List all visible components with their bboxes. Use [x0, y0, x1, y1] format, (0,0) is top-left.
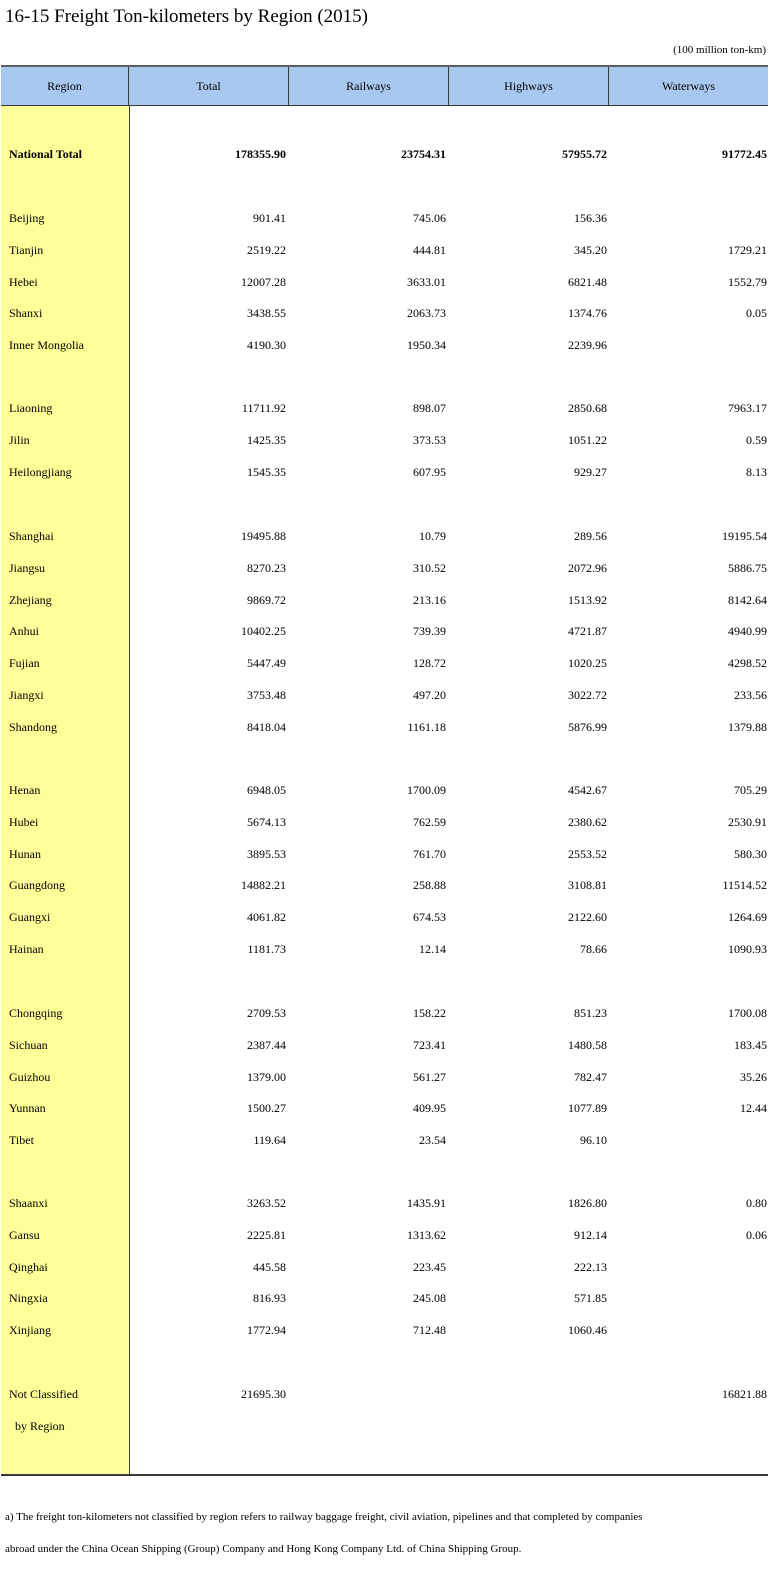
table-row — [1, 335, 768, 355]
cell-railways: 258.88 — [413, 878, 446, 893]
national-total-row — [1, 144, 768, 164]
cell-total: 9869.72 — [247, 592, 286, 607]
cell-total: 2225.81 — [247, 1227, 286, 1242]
cell-region: Xinjiang — [9, 1323, 51, 1338]
cell-waterways: 1090.93 — [728, 942, 767, 956]
cell-railways: 444.81 — [413, 242, 446, 257]
cell-waterways: 11514.52 — [722, 878, 767, 893]
table-row — [1, 1193, 768, 1213]
table-row — [1, 303, 768, 323]
cell-railways: 223.45 — [413, 1259, 446, 1274]
cell-total: 8270.23 — [247, 560, 286, 575]
cell-railways: 10.79 — [419, 529, 446, 543]
cell-highways: 1060.46 — [568, 1323, 607, 1338]
cell-railways: 310.52 — [413, 560, 446, 575]
table-row — [1, 1067, 768, 1087]
cell-waterways: 1700.08 — [728, 1006, 767, 1020]
header-waterways: Waterways — [661, 79, 715, 93]
cell-region: Anhui — [9, 624, 39, 639]
cell-highways: 3022.72 — [568, 688, 607, 702]
cell-railways: 739.39 — [413, 624, 446, 639]
cell-waterways: 0.80 — [746, 1196, 767, 1210]
cell-highways: 289.56 — [574, 529, 607, 543]
cell-total: 8418.04 — [247, 719, 286, 734]
cell-railways: 723.41 — [413, 1037, 446, 1052]
cell-total: 3438.55 — [247, 306, 286, 321]
cell-region: Gansu — [9, 1227, 40, 1242]
cell-railways: 128.72 — [413, 656, 446, 671]
cell-region: Hebei — [9, 274, 38, 289]
footnote-line-2: abroad under the China Ocean Shipping (Group) Company and Hong Kong Company Ltd. of China Shipping Group. — [5, 1543, 522, 1555]
cell-highways: 571.85 — [574, 1291, 607, 1306]
cell-waterways: 8.13 — [746, 464, 767, 479]
table-row — [1, 462, 768, 482]
cell-waterways: 183.45 — [734, 1037, 767, 1052]
table-row — [1, 717, 768, 737]
table-row — [1, 621, 768, 641]
table-row — [1, 398, 768, 418]
cell-region: Shanghai — [9, 529, 54, 543]
cell-highways: 2239.96 — [568, 338, 607, 353]
table-row — [1, 1320, 768, 1340]
cell-total: 1545.35 — [247, 464, 286, 479]
cell-highways: 5876.99 — [568, 719, 607, 734]
cell-region: Guangdong — [9, 878, 65, 893]
cell-railways: 245.08 — [413, 1291, 446, 1306]
cell-highways: 2850.68 — [568, 401, 607, 415]
cell-railways: 1313.62 — [407, 1227, 446, 1242]
cell-highways: 782.47 — [574, 1069, 607, 1084]
cell-railways: 23754.31 — [401, 147, 446, 161]
table-row — [1, 1130, 768, 1150]
cell-region: Ningxia — [9, 1291, 48, 1306]
cell-waterways: 5886.75 — [728, 560, 767, 575]
cell-railways: 1435.91 — [407, 1196, 446, 1210]
cell-highways: 3108.81 — [568, 878, 607, 893]
cell-waterways: 0.59 — [746, 432, 767, 447]
cell-railways: 409.95 — [413, 1101, 446, 1116]
cell-region: Beijing — [9, 211, 45, 225]
cell-region: Tianjin — [9, 242, 44, 257]
cell-highways: 4721.87 — [568, 624, 607, 639]
header-total: Total — [129, 67, 289, 105]
cell-region: Sichuan — [9, 1037, 48, 1052]
cell-railways: 712.48 — [413, 1323, 446, 1338]
cell-railways: 158.22 — [413, 1006, 446, 1020]
cell-highways: 57955.72 — [562, 147, 607, 161]
cell-highways: 78.66 — [580, 942, 607, 956]
cell-total: 5674.13 — [247, 814, 286, 829]
unit-label: (100 million ton-km) — [673, 44, 766, 56]
cell-total: 2709.53 — [247, 1006, 286, 1020]
table-row — [1, 1035, 768, 1055]
table-row — [1, 780, 768, 800]
cell-total: 3263.52 — [247, 1196, 286, 1210]
cell-highways: 2122.60 — [568, 910, 607, 925]
cell-highways: 156.36 — [574, 211, 607, 225]
not-classified-row-continued — [1, 1416, 768, 1436]
cell-railways: 2063.73 — [407, 306, 446, 321]
table-row — [1, 1288, 768, 1308]
cell-railways: 373.53 — [413, 432, 446, 447]
cell-total: 4061.82 — [247, 910, 286, 925]
not-classified-row — [1, 1384, 768, 1404]
table-header — [1, 67, 768, 106]
cell-region: Inner Mongolia — [9, 338, 84, 353]
cell-region: Yunnan — [9, 1101, 46, 1116]
cell-region: Zhejiang — [9, 592, 52, 607]
cell-waterways: 1552.79 — [728, 274, 767, 289]
cell-railways: 607.95 — [413, 464, 446, 479]
cell-region: Hunan — [9, 846, 41, 861]
cell-highways: 1077.89 — [568, 1101, 607, 1116]
table-row — [1, 1098, 768, 1118]
table-row — [1, 875, 768, 895]
cell-railways: 23.54 — [419, 1133, 446, 1148]
cell-waterways: 16821.88 — [722, 1387, 767, 1401]
cell-railways: 762.59 — [413, 814, 446, 829]
cell-total: 2519.22 — [247, 242, 286, 257]
cell-waterways: 91772.45 — [722, 147, 767, 161]
header-railways: Railways — [289, 67, 449, 105]
cell-highways: 1826.80 — [568, 1196, 607, 1210]
cell-waterways: 1729.21 — [728, 242, 767, 257]
cell-region: Not Classified — [9, 1387, 78, 1401]
cell-waterways: 0.05 — [746, 306, 767, 321]
cell-total: 178355.90 — [235, 147, 286, 161]
cell-region: Hubei — [9, 814, 39, 829]
cell-waterways: 8142.64 — [728, 592, 767, 607]
freight-table — [1, 65, 768, 1476]
table-row — [1, 939, 768, 959]
cell-railways: 497.20 — [413, 688, 446, 702]
cell-total: 1425.35 — [247, 432, 286, 447]
cell-highways: 96.10 — [580, 1133, 607, 1148]
cell-railways: 674.53 — [413, 910, 446, 925]
cell-waterways: 4940.99 — [728, 624, 767, 639]
cell-total: 119.64 — [253, 1133, 286, 1148]
cell-highways: 1374.76 — [568, 306, 607, 321]
table-row — [1, 1225, 768, 1245]
cell-waterways: 705.29 — [734, 783, 767, 797]
table-row — [1, 1003, 768, 1023]
cell-region: Guizhou — [9, 1069, 51, 1084]
cell-total: 1772.94 — [247, 1323, 286, 1338]
cell-railways: 1700.09 — [407, 783, 446, 797]
cell-highways: 2072.96 — [568, 560, 607, 575]
cell-railways: 1161.18 — [407, 719, 446, 734]
cell-highways: 345.20 — [574, 242, 607, 257]
table-row — [1, 844, 768, 864]
table-row — [1, 526, 768, 546]
cell-waterways: 35.26 — [740, 1069, 767, 1084]
cell-highways: 1480.58 — [568, 1037, 607, 1052]
cell-highways: 912.14 — [574, 1227, 607, 1242]
table-row — [1, 1257, 768, 1277]
cell-waterways: 2530.91 — [728, 814, 767, 829]
cell-waterways: 1264.69 — [728, 910, 767, 925]
cell-region: Chongqing — [9, 1006, 63, 1020]
cell-highways: 929.27 — [574, 464, 607, 479]
cell-region: Tibet — [9, 1133, 34, 1148]
cell-region: Qinghai — [9, 1259, 48, 1274]
table-row — [1, 907, 768, 927]
cell-region: by Region — [15, 1419, 65, 1433]
cell-total: 2387.44 — [247, 1037, 286, 1052]
cell-railways: 3633.01 — [407, 274, 446, 289]
cell-total: 3895.53 — [247, 846, 286, 861]
cell-region: Liaoning — [9, 401, 53, 415]
cell-total: 1181.73 — [247, 942, 286, 956]
cell-railways: 898.07 — [413, 401, 446, 415]
cell-waterways: 12.44 — [740, 1101, 767, 1116]
cell-total: 901.41 — [253, 211, 286, 225]
header-highways: Highways — [449, 67, 609, 105]
footnote-line-1: a) The freight ton-kilometers not classified by region refers to railway baggage freight, civil aviation, pipelines and that completed by companies — [5, 1511, 643, 1523]
cell-region: Jiangsu — [9, 560, 45, 575]
cell-waterways: 7963.17 — [728, 401, 767, 415]
cell-total: 1500.27 — [247, 1101, 286, 1116]
cell-highways: 851.23 — [574, 1006, 607, 1020]
cell-waterways: 0.06 — [746, 1227, 767, 1242]
cell-railways: 561.27 — [413, 1069, 446, 1084]
table-row — [1, 590, 768, 610]
cell-highways: 1513.92 — [568, 592, 607, 607]
cell-waterways: 4298.52 — [728, 656, 767, 671]
table-row — [1, 272, 768, 292]
cell-highways: 2553.52 — [568, 846, 607, 861]
cell-highways: 222.13 — [574, 1259, 607, 1274]
cell-total: 6948.05 — [247, 783, 286, 797]
cell-region: Jiangxi — [9, 688, 44, 702]
table-title: 16-15 Freight Ton-kilometers by Region (2015) — [5, 6, 368, 27]
cell-total: 19495.88 — [241, 529, 286, 543]
table-row — [1, 812, 768, 832]
cell-region: Henan — [9, 783, 41, 797]
cell-total: 10402.25 — [241, 624, 286, 639]
cell-waterways: 580.30 — [734, 846, 767, 861]
header-region: Region — [1, 67, 129, 105]
cell-total: 14882.21 — [241, 878, 286, 893]
cell-total: 4190.30 — [247, 338, 286, 353]
cell-total: 3753.48 — [247, 688, 286, 702]
cell-railways: 761.70 — [413, 846, 446, 861]
cell-region: Shandong — [9, 719, 57, 734]
cell-region: Fujian — [9, 656, 40, 671]
cell-waterways: 233.56 — [734, 688, 767, 702]
cell-region: National Total — [9, 147, 83, 161]
cell-railways: 12.14 — [419, 942, 446, 956]
table-row — [1, 653, 768, 673]
cell-total: 816.93 — [253, 1291, 286, 1306]
cell-region: Shaanxi — [9, 1196, 48, 1210]
cell-highways: 1051.22 — [568, 432, 607, 447]
cell-highways: 6821.48 — [568, 274, 607, 289]
cell-region: Hainan — [9, 942, 44, 956]
table-row — [1, 558, 768, 578]
table-row — [1, 685, 768, 705]
cell-railways: 745.06 — [413, 211, 446, 225]
cell-railways: 213.16 — [413, 592, 446, 607]
cell-total: 11711.92 — [241, 401, 286, 415]
cell-total: 1379.00 — [247, 1069, 286, 1084]
cell-waterways: 1379.88 — [728, 719, 767, 734]
table-row — [1, 240, 768, 260]
cell-total: 21695.30 — [241, 1387, 286, 1401]
table-row — [1, 208, 768, 228]
cell-highways: 2380.62 — [568, 814, 607, 829]
cell-total: 12007.28 — [241, 274, 286, 289]
cell-region: Guangxi — [9, 910, 51, 925]
cell-region: Shanxi — [9, 306, 43, 321]
cell-waterways: 19195.54 — [722, 529, 767, 543]
cell-highways: 4542.67 — [568, 783, 607, 797]
cell-region: Heilongjiang — [9, 464, 72, 479]
cell-total: 5447.49 — [247, 656, 286, 671]
cell-total: 445.58 — [253, 1259, 286, 1274]
table-row — [1, 430, 768, 450]
cell-highways: 1020.25 — [568, 656, 607, 671]
cell-region: Jilin — [9, 432, 30, 447]
cell-railways: 1950.34 — [407, 338, 446, 353]
